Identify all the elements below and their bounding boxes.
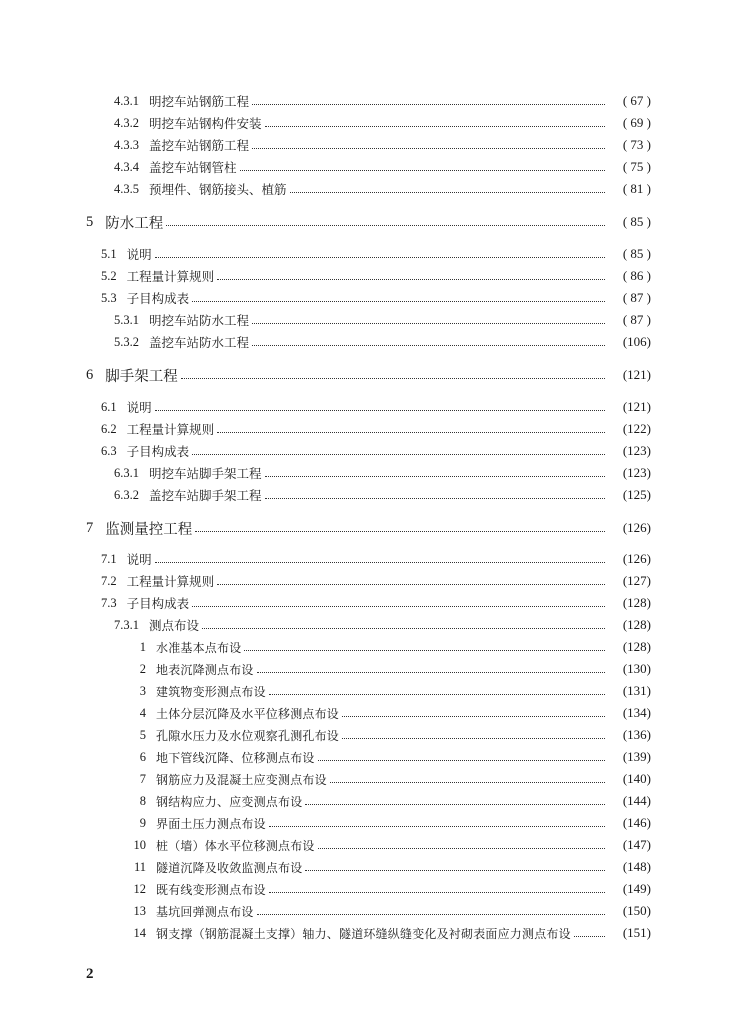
entry-page-number: ( 69 ) — [622, 115, 651, 130]
entry-page-number: ( 81 ) — [622, 181, 651, 196]
entry-page-number: (121) — [622, 399, 651, 414]
entry-page-number: ( 85 ) — [622, 246, 651, 261]
toc-entry[interactable] — [0, 266, 755, 286]
entry-page-number: (150) — [622, 903, 651, 918]
entry-page-number: (123) — [622, 443, 651, 458]
entry-page-number: (131) — [622, 683, 651, 698]
entry-number: 4.3.2 — [114, 115, 139, 130]
entry-title: 明挖车站脚手架工程 — [149, 466, 262, 481]
entry-page-number: (136) — [622, 727, 651, 742]
toc-entry[interactable] — [0, 332, 755, 352]
dot-leader — [195, 530, 605, 532]
dot-leader — [192, 300, 605, 302]
entry-page-number: (128) — [622, 595, 651, 610]
entry-number: 9 — [139, 815, 146, 830]
toc-chapter-entry[interactable] — [0, 518, 755, 538]
toc-entry[interactable] — [0, 615, 755, 635]
entry-number: 7 — [86, 519, 94, 536]
entry-title: 孔隙水压力及水位观察孔测孔布设 — [156, 728, 340, 743]
entry-title: 子目构成表 — [126, 596, 190, 611]
entry-number: 6.3.1 — [114, 465, 139, 480]
entry-number: 7.1 — [101, 551, 117, 566]
dot-leader — [217, 583, 605, 585]
dot-leader — [269, 825, 605, 827]
toc-entry[interactable] — [0, 659, 755, 679]
dot-leader — [155, 561, 605, 563]
entry-number: 2 — [139, 661, 146, 676]
entry-title: 测点布设 — [149, 618, 200, 633]
toc-entry[interactable] — [0, 747, 755, 767]
entry-page-number: ( 86 ) — [622, 268, 651, 283]
dot-leader — [252, 147, 605, 149]
entry-title: 明挖车站钢构件安装 — [149, 116, 262, 131]
dot-leader — [192, 605, 605, 607]
entry-number: 6.3.2 — [114, 487, 139, 502]
dot-leader — [318, 759, 605, 761]
entry-number: 5 — [86, 213, 94, 230]
entry-number: 1 — [139, 639, 146, 654]
entry-number: 5.3.1 — [114, 312, 139, 327]
dot-leader — [265, 125, 605, 127]
entry-title: 基坑回弹测点布设 — [156, 904, 254, 919]
toc-entry[interactable] — [0, 681, 755, 701]
entry-page-number: ( 73 ) — [622, 137, 651, 152]
toc-entry[interactable] — [0, 901, 755, 921]
toc-chapter-entry[interactable] — [0, 212, 755, 232]
entry-page-number: ( 75 ) — [622, 159, 651, 174]
toc-entry[interactable] — [0, 244, 755, 264]
entry-number: 6 — [139, 749, 146, 764]
dot-leader — [305, 869, 605, 871]
toc-entry[interactable] — [0, 571, 755, 591]
entry-number: 6 — [86, 366, 94, 383]
entry-page-number: (147) — [622, 837, 651, 852]
entry-title: 明挖车站防水工程 — [149, 313, 250, 328]
toc-entry[interactable] — [0, 310, 755, 330]
entry-page-number: (127) — [622, 573, 651, 588]
dot-leader — [252, 322, 605, 324]
toc-entry[interactable] — [0, 593, 755, 613]
entry-page-number: (130) — [622, 661, 651, 676]
entry-number: 12 — [133, 881, 146, 896]
entry-title: 盖挖车站脚手架工程 — [149, 488, 262, 503]
entry-number: 6.2 — [101, 421, 117, 436]
toc-entry[interactable] — [0, 835, 755, 855]
entry-page-number: (144) — [622, 793, 651, 808]
toc-entry[interactable] — [0, 397, 755, 417]
entry-page-number: ( 67 ) — [622, 93, 651, 108]
toc-entry[interactable] — [0, 791, 755, 811]
entry-title: 盖挖车站钢管柱 — [149, 160, 237, 175]
entry-title: 预埋件、钢筋接头、植筋 — [149, 182, 287, 197]
toc-entry[interactable] — [0, 135, 755, 155]
entry-title: 界面土压力测点布设 — [156, 816, 266, 831]
dot-leader — [305, 803, 605, 805]
dot-leader — [192, 453, 605, 455]
dot-leader — [269, 693, 605, 695]
toc-entry[interactable] — [0, 441, 755, 461]
toc-entry[interactable] — [0, 769, 755, 789]
entry-title: 盖挖车站钢筋工程 — [149, 138, 250, 153]
entry-number: 7 — [139, 771, 146, 786]
entry-title: 子目构成表 — [126, 291, 190, 306]
entry-title: 说明 — [126, 400, 152, 415]
dot-leader — [217, 278, 605, 280]
entry-title: 盖挖车站防水工程 — [149, 335, 250, 350]
entry-page-number: (151) — [622, 925, 651, 940]
entry-number: 4.3.3 — [114, 137, 139, 152]
entry-title: 明挖车站钢筋工程 — [149, 94, 250, 109]
entry-number: 3 — [139, 683, 146, 698]
entry-number: 5.2 — [101, 268, 117, 283]
entry-number: 6.1 — [101, 399, 117, 414]
entry-number: 7.3.1 — [114, 617, 139, 632]
toc-entry[interactable] — [0, 288, 755, 308]
entry-title: 钢支撑（钢筋混凝土支撑）轴力、隧道环缝纵缝变化及衬砌表面应力测点布设 — [156, 926, 571, 941]
toc-entry[interactable] — [0, 703, 755, 723]
entry-title: 隧道沉降及收敛监测点布设 — [156, 860, 303, 875]
dot-leader — [155, 409, 605, 411]
entry-number: 5.1 — [101, 246, 117, 261]
toc-chapter-entry[interactable] — [0, 365, 755, 385]
entry-number: 10 — [133, 837, 146, 852]
entry-title: 土体分层沉降及水平位移测点布设 — [156, 706, 340, 721]
dot-leader — [257, 913, 605, 915]
entry-title: 钢筋应力及混凝土应变测点布设 — [156, 772, 327, 787]
entry-number: 7.2 — [101, 573, 117, 588]
page-number: 2 — [86, 966, 94, 982]
toc-entry[interactable] — [0, 725, 755, 745]
dot-leader — [265, 497, 605, 499]
dot-leader — [574, 935, 605, 937]
entry-title: 水准基本点布设 — [156, 640, 242, 655]
entry-page-number: (122) — [622, 421, 651, 436]
toc-entry[interactable] — [0, 549, 755, 569]
toc-entry[interactable] — [0, 419, 755, 439]
entry-title: 桩（墙）体水平位移测点布设 — [156, 838, 315, 853]
toc-entry[interactable] — [0, 637, 755, 657]
dot-leader — [252, 103, 605, 105]
dot-leader — [181, 377, 605, 379]
dot-leader — [318, 847, 605, 849]
entry-number: 6.3 — [101, 443, 117, 458]
dot-leader — [244, 649, 605, 651]
entry-page-number: ( 87 ) — [622, 290, 651, 305]
entry-title: 地表沉降测点布设 — [156, 662, 254, 677]
toc-entry[interactable] — [0, 463, 755, 483]
dot-leader — [252, 344, 605, 346]
entry-number: 14 — [133, 925, 146, 940]
toc-entry[interactable] — [0, 179, 755, 199]
entry-title: 工程量计算规则 — [126, 422, 215, 437]
entry-page-number: ( 85 ) — [622, 214, 651, 229]
entry-number: 4.3.1 — [114, 93, 139, 108]
entry-page-number: (149) — [622, 881, 651, 896]
entry-page-number: (126) — [622, 551, 651, 566]
entry-page-number: (134) — [622, 705, 651, 720]
dot-leader — [330, 781, 605, 783]
toc-entry[interactable] — [0, 857, 755, 877]
toc-entry[interactable] — [0, 91, 755, 111]
toc-entry[interactable] — [0, 113, 755, 133]
entry-number: 5.3.2 — [114, 334, 139, 349]
entry-title: 工程量计算规则 — [126, 574, 215, 589]
entry-page-number: (140) — [622, 771, 651, 786]
toc-entry[interactable] — [0, 813, 755, 833]
entry-page-number: (123) — [622, 465, 651, 480]
dot-leader — [342, 715, 605, 717]
entry-page-number: (146) — [622, 815, 651, 830]
toc-entry[interactable] — [0, 923, 755, 943]
toc-entry[interactable] — [0, 485, 755, 505]
dot-leader — [265, 475, 605, 477]
entry-title: 说明 — [126, 247, 152, 262]
dot-leader — [202, 627, 605, 629]
entry-title: 说明 — [126, 552, 152, 567]
entry-number: 4 — [139, 705, 146, 720]
entry-title: 防水工程 — [105, 215, 164, 232]
entry-page-number: (139) — [622, 749, 651, 764]
entry-page-number: (106) — [622, 334, 651, 349]
entry-page-number: (128) — [622, 639, 651, 654]
dot-leader — [342, 737, 605, 739]
toc-entry[interactable] — [0, 157, 755, 177]
dot-leader — [290, 191, 605, 193]
entry-title: 钢结构应力、应变测点布设 — [156, 794, 303, 809]
entry-number: 13 — [133, 903, 146, 918]
toc-entry[interactable] — [0, 879, 755, 899]
entry-title: 建筑物变形测点布设 — [156, 684, 266, 699]
dot-leader — [240, 169, 605, 171]
entry-number: 7.3 — [101, 595, 117, 610]
entry-title: 既有线变形测点布设 — [156, 882, 266, 897]
entry-title: 子目构成表 — [126, 444, 190, 459]
dot-leader — [257, 671, 605, 673]
dot-leader — [217, 431, 605, 433]
entry-title: 脚手架工程 — [105, 368, 178, 385]
entry-title: 地下管线沉降、位移测点布设 — [156, 750, 315, 765]
entry-number: 4.3.5 — [114, 181, 139, 196]
entry-number: 5 — [139, 727, 146, 742]
entry-page-number: (121) — [622, 367, 651, 382]
entry-number: 8 — [139, 793, 146, 808]
entry-number: 11 — [133, 859, 146, 874]
dot-leader — [155, 256, 605, 258]
entry-title: 监测量控工程 — [105, 521, 193, 538]
dot-leader — [166, 224, 605, 226]
entry-number: 4.3.4 — [114, 159, 139, 174]
entry-page-number: ( 87 ) — [622, 312, 651, 327]
entry-title: 工程量计算规则 — [126, 269, 215, 284]
entry-page-number: (126) — [622, 520, 651, 535]
entry-number: 5.3 — [101, 290, 117, 305]
entry-page-number: (148) — [622, 859, 651, 874]
entry-page-number: (125) — [622, 487, 651, 502]
dot-leader — [269, 891, 605, 893]
entry-page-number: (128) — [622, 617, 651, 632]
